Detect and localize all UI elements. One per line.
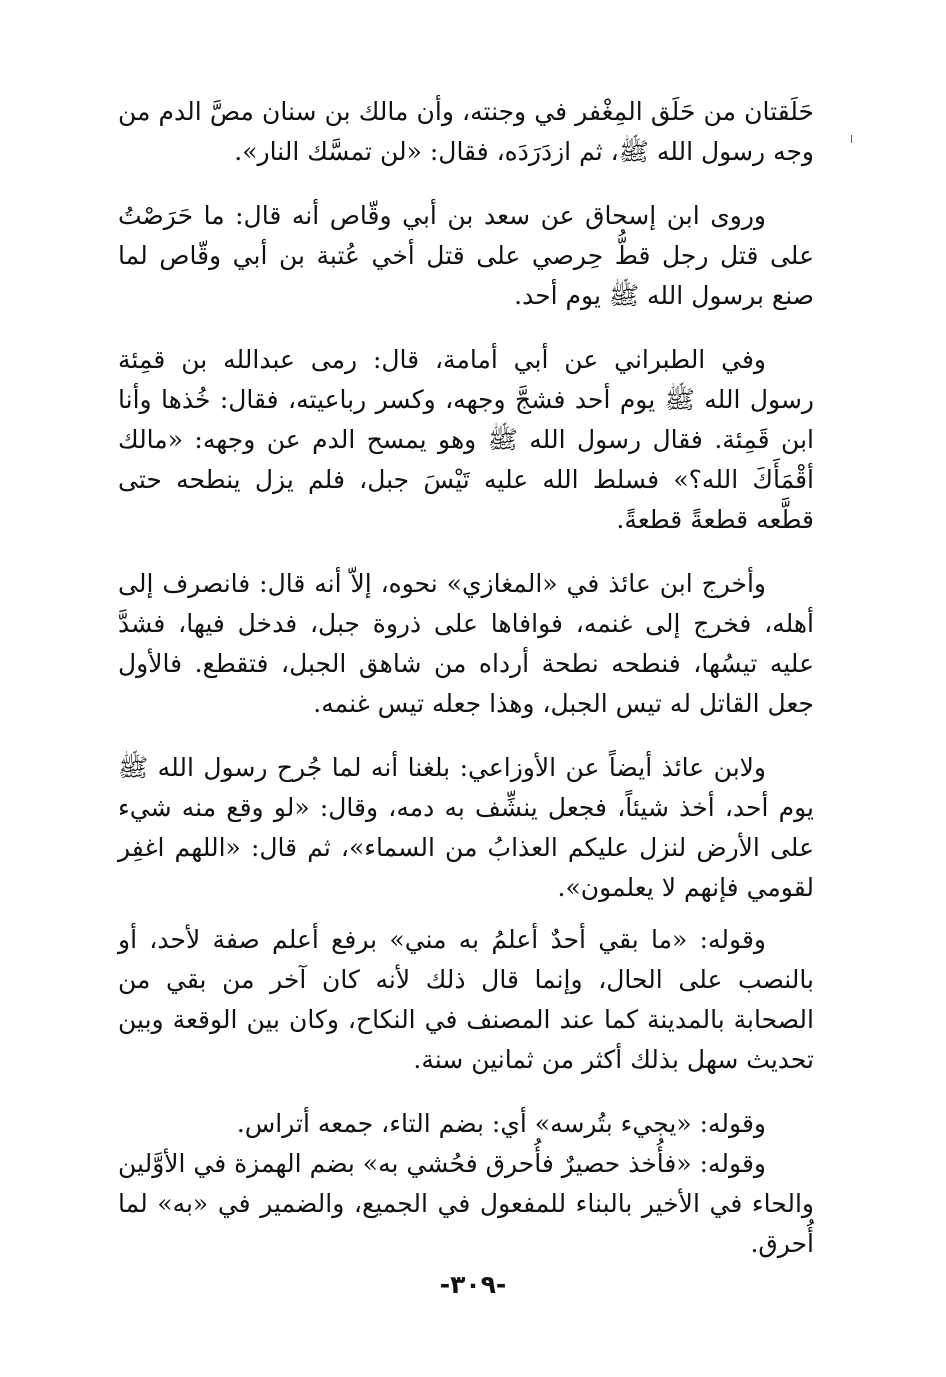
paragraph-5: ولابن عائذ أيضاً عن الأوزاعي: بلغنا أنه لما جُرح رسول الله ﷺ يوم أحد، أخذ شيئاً، فجعل ينشِّف به دمه، وقال: «لو وقع منه شيء على الأرض لنزل عليكم العذابُ من السماء»، ثم قال: «اللهم اغفِر لقومي فإنهم لا يعلمون». xyxy=(118,753,814,902)
paragraph-3: وفي الطبراني عن أبي أمامة، قال: رمى عبدالله بن قمِئة رسول الله ﷺ يوم أحد فشجَّ وجهه، وكسر رباعيته، فقال: خُذها وأنا ابن قَمِئة. فقال رسول الله ﷺ وهو يمسح الدم عن وجهه: «مالك أقْمَأَكَ الله؟» فسلط الله عليه تَيْسَ جبل، فلم يزل ينطحه حتى قطَّعه قطعةً قطعةً. xyxy=(118,345,814,534)
page-body xyxy=(118,92,814,1264)
paragraph-4: وأخرج ابن عائذ في «المغازي» نحوه، إلاّ أنه قال: فانصرف إلى أهله، فخرج إلى غنمه، فوافاها على ذروة جبل، فدخل فيها، فشدَّ عليه تيسُها، فنطحه نطحة أرداه من شاهق الجبل، فتقطع. فالأول جعل القاتل له تيس الجبل، وهذا جعله تيس غنمه. xyxy=(118,569,814,718)
paragraph-2: وروى ابن إسحاق عن سعد بن أبي وقّاص أنه قال: ما حَرَصْتُ على قتل رجل قطُّ حِرصي على قتل أخي عُتبة بن أبي وقّاص لما صنع برسول الله ﷺ يوم أحد. xyxy=(118,201,814,310)
paragraph-1: حَلَقتان من حَلَق المِغْفر في وجنته، وأن مالك بن سنان مصَّ الدم من وجه رسول الله ﷺ، ثم ازدَرَدَه، فقال: «لن تمسَّك النار». xyxy=(118,97,814,166)
page-number: -٣٠٩- xyxy=(439,1270,507,1299)
paragraph-8: وقوله: «فأُخذ حصيرٌ فأُحرق فحُشي به» بضم الهمزة في الأوَّلين والحاء في الأخير بالبناء للمفعول في الجميع، والضمير في «به» لما أُحرق. xyxy=(118,1149,814,1258)
paragraph-7: وقوله: «يجيء بتُرسه» أي: بضم التاء، جمعه أتراس. xyxy=(236,1109,766,1138)
margin-mark xyxy=(851,135,852,143)
paragraph-6: وقوله: «ما بقي أحدٌ أعلمُ به مني» برفع أعلم صفة لأحد، أو بالنصب على الحال، وإنما قال ذلك لأنه كان آخر من بقي من الصحابة بالمدينة كما عند المصنف في النكاح، وكان بين الوقعة وبين تحديث سهل بذلك أكثر من ثمانين سنة. xyxy=(118,925,814,1074)
